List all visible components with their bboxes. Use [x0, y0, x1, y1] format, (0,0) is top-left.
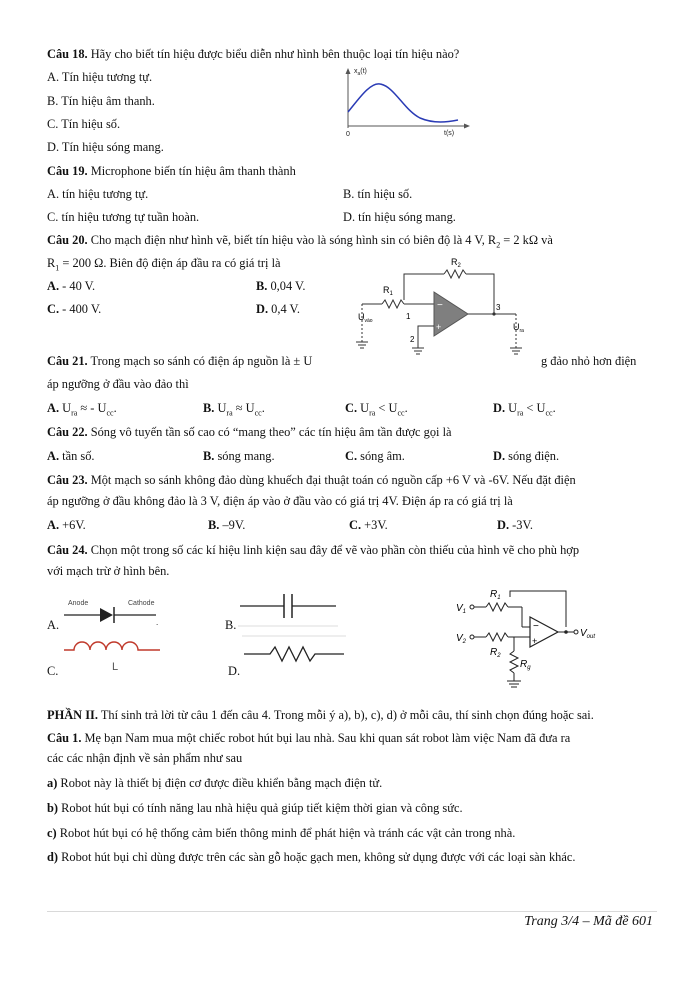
svg-text:L: L [112, 661, 119, 673]
svg-text:3: 3 [496, 303, 501, 312]
svg-text:R2: $R_2$ [451, 257, 461, 269]
q24-stem: Câu 24. Chọn một trong số các kí hiệu linh kiện sau đây để vẽ vào phần còn thiếu của hình vẽ cho phù hợp [47, 543, 580, 557]
q21-option-c: C. $U_{ra} < U_{cc}$. [345, 401, 408, 418]
svg-text:Uvào: $U_{vào}$ [358, 312, 373, 324]
q20-option-a: A. - 40 V. [47, 279, 96, 293]
q20-option-d: D. 0,4 V. [256, 302, 300, 316]
q18-text: Hãy cho biết tín hiệu được biểu diễn như hình bên thuộc loại tín hiệu nào? [87, 47, 460, 61]
q22-option-d: D. sóng điện. [493, 449, 560, 463]
svg-text:1: 1 [406, 312, 411, 321]
svg-text:2: 2 [410, 335, 415, 344]
q21-stem-line2: áp ngưỡng ở đầu vào đảo thì [47, 377, 189, 391]
diode-icon [100, 608, 113, 622]
q19-stem [47, 164, 296, 179]
q19-number: Câu 19. [47, 164, 88, 178]
q18-option-c: C. Tín hiệu số. [47, 117, 121, 131]
svg-text:R1: $R_1$ [490, 589, 501, 601]
q23-number: Câu 23. [47, 473, 88, 487]
q21-option-a: A. $U_{ra}$ ≈ - $U_{cc}$. [47, 401, 117, 418]
page-footer: Trang 3/4 – Mã đề 601 [524, 914, 653, 929]
q20-stem-line2: $R_1 = 200$ Ω. Biên độ điện áp đầu ra có giá trị là [47, 256, 281, 273]
q23-option-c: C. +3V. [349, 518, 388, 532]
q24-option-c-inductor [60, 638, 164, 680]
q24-option-c-label: C. [47, 664, 59, 678]
q22-option-b: B. sóng mang. [203, 449, 275, 463]
q24-subtractor-figure [452, 583, 602, 693]
q24-option-d-label: D. [228, 664, 241, 678]
part2-heading: PHẦN II. Thí sinh trả lời từ câu 1 đến câu 4. Trong mỗi ý a), b), c), d) ở mỗi câu, thí sinh chọn đúng hoặc sai. [47, 708, 594, 722]
q21-stem-right: g đảo nhỏ hơn điện [541, 354, 637, 368]
q19-option-b: B. tín hiệu số. [343, 187, 413, 201]
q23-stem-line2: áp ngưỡng ở đầu không đảo là 3 V, điện áp vào ở đầu vào có giá trị 4V. Điện áp ra có giá trị là [47, 494, 513, 508]
svg-text:V2: $V_2$ [456, 633, 467, 645]
q18-origin-label: 0 [346, 131, 350, 138]
q19-option-c: C. tín hiệu tương tự tuần hoàn. [47, 210, 200, 224]
q21-stem: Câu 21. Trong mạch so sánh có điện áp nguồn là ± U [47, 354, 313, 368]
svg-text:Ura: $U_{ra}$ [513, 322, 524, 334]
q18-analog-wave [348, 84, 458, 122]
resistor-icon [244, 647, 344, 661]
part2-q1-stem-line2: các các nhận định về sản phẩm như sau [47, 751, 243, 765]
q18-stem [47, 47, 459, 62]
q23-stem: Câu 23. Một mạch so sánh không đảo dùng khuếch đại thuật toán có nguồn cấp +6 V và -6V. Nếu đặt điện [47, 473, 576, 487]
q20-stem: Câu 20. Cho mạch điện như hình vẽ, biết tín hiệu vào là sóng hình sin có biên độ là 4 V, $R_2 = 2$ kΩ và [47, 233, 553, 250]
q19-option-a: A. tín hiệu tương tự. [47, 187, 149, 201]
q22-number: Câu 22. [47, 425, 88, 439]
q19-text: Microphone biến tín hiệu âm thanh thành [87, 164, 296, 178]
part2-q1-statement-b: b) Robot hút bụi có tính năng lau nhà hiệu quả giúp tiết kiệm thời gian và công sức. [47, 801, 463, 815]
svg-text:R1: $R_1$ [383, 285, 393, 297]
part2-q1-stem: Câu 1. Mẹ bạn Nam mua một chiếc robot hút bụi lau nhà. Sau khi quan sát robot làm việc Nam đã đưa ra [47, 731, 571, 745]
q22-option-c: C. sóng âm. [345, 449, 405, 463]
part2-q1-statement-d: d) Robot hút bụi chỉ dùng được trên các sàn gỗ hoặc gạch men, không sử dụng được với các loại sàn khác. [47, 850, 576, 864]
svg-text:−: − [437, 300, 443, 311]
svg-text:V1: $V_1$ [456, 603, 467, 615]
q20-option-c: C. - 400 V. [47, 302, 102, 316]
q18-number: Câu 18. [47, 47, 88, 61]
q24-option-a-label: A. [47, 618, 60, 632]
part2-q1-statement-a: a) Robot này là thiết bị điện cơ được điều khiển bằng mạch điện tử. [47, 776, 383, 790]
q18-option-a: A. Tín hiệu tương tự. [47, 70, 153, 84]
q18-option-b: B. Tín hiệu âm thanh. [47, 94, 155, 108]
svg-text:+: + [532, 636, 538, 646]
q23-option-d: D. -3V. [497, 518, 533, 532]
q22-option-a: A. tần số. [47, 449, 95, 463]
q24-number: Câu 24. [47, 543, 88, 557]
svg-text:R2: $R_2$ [490, 647, 501, 659]
q20-option-b: B. 0,04 V. [256, 279, 306, 293]
footer-divider [47, 911, 657, 912]
svg-text:Anode: Anode [68, 600, 89, 607]
q21-option-b: B. $U_{ra} \approx U_{cc}$. [203, 401, 265, 418]
part2-q1-statement-c: c) Robot hút bụi có hệ thống cảm biến thông minh để phát hiện và tránh các vật cản trong nhà. [47, 826, 516, 840]
inductor-icon [64, 642, 160, 650]
q20-number: Câu 20. [47, 233, 88, 247]
svg-text:−: − [533, 621, 539, 632]
svg-text:Cathode: Cathode [128, 600, 155, 607]
q21-number: Câu 21. [47, 354, 88, 368]
q18-signal-figure [340, 62, 470, 138]
q18-option-d: D. Tín hiệu sóng mang. [47, 140, 164, 154]
q18-y-label: x [354, 68, 358, 75]
q23-option-b: B. –9V. [208, 518, 246, 532]
svg-text:+: + [436, 322, 442, 332]
q24-option-d-resistor [240, 634, 350, 680]
q20-inverting-amplifier-figure [316, 252, 540, 362]
svg-text:Rg: $R_g$ [520, 659, 531, 671]
q19-option-d: D. tín hiệu sóng mang. [343, 210, 456, 224]
q23-option-a: A. +6V. [47, 518, 86, 532]
q18-x-label: t(s) [444, 130, 455, 137]
q24-stem-line2: với mạch trừ ở hình bên. [47, 564, 170, 578]
q24-option-a-diode [60, 595, 160, 627]
q22-stem: Câu 22. Sóng vô tuyến tần số cao có “mang theo” các tín hiệu âm tần được gọi là [47, 425, 452, 439]
svg-text:xa(t): $x_a(t)$ [354, 68, 367, 77]
q21-option-d: D. $U_{ra} < U_{cc}$. [493, 401, 556, 418]
svg-text:.: . [156, 618, 159, 627]
q24-option-b-label: B. [225, 618, 237, 632]
svg-text:Vout: $V_{out}$ [580, 628, 596, 640]
q24-option-b-capacitor [236, 586, 342, 630]
